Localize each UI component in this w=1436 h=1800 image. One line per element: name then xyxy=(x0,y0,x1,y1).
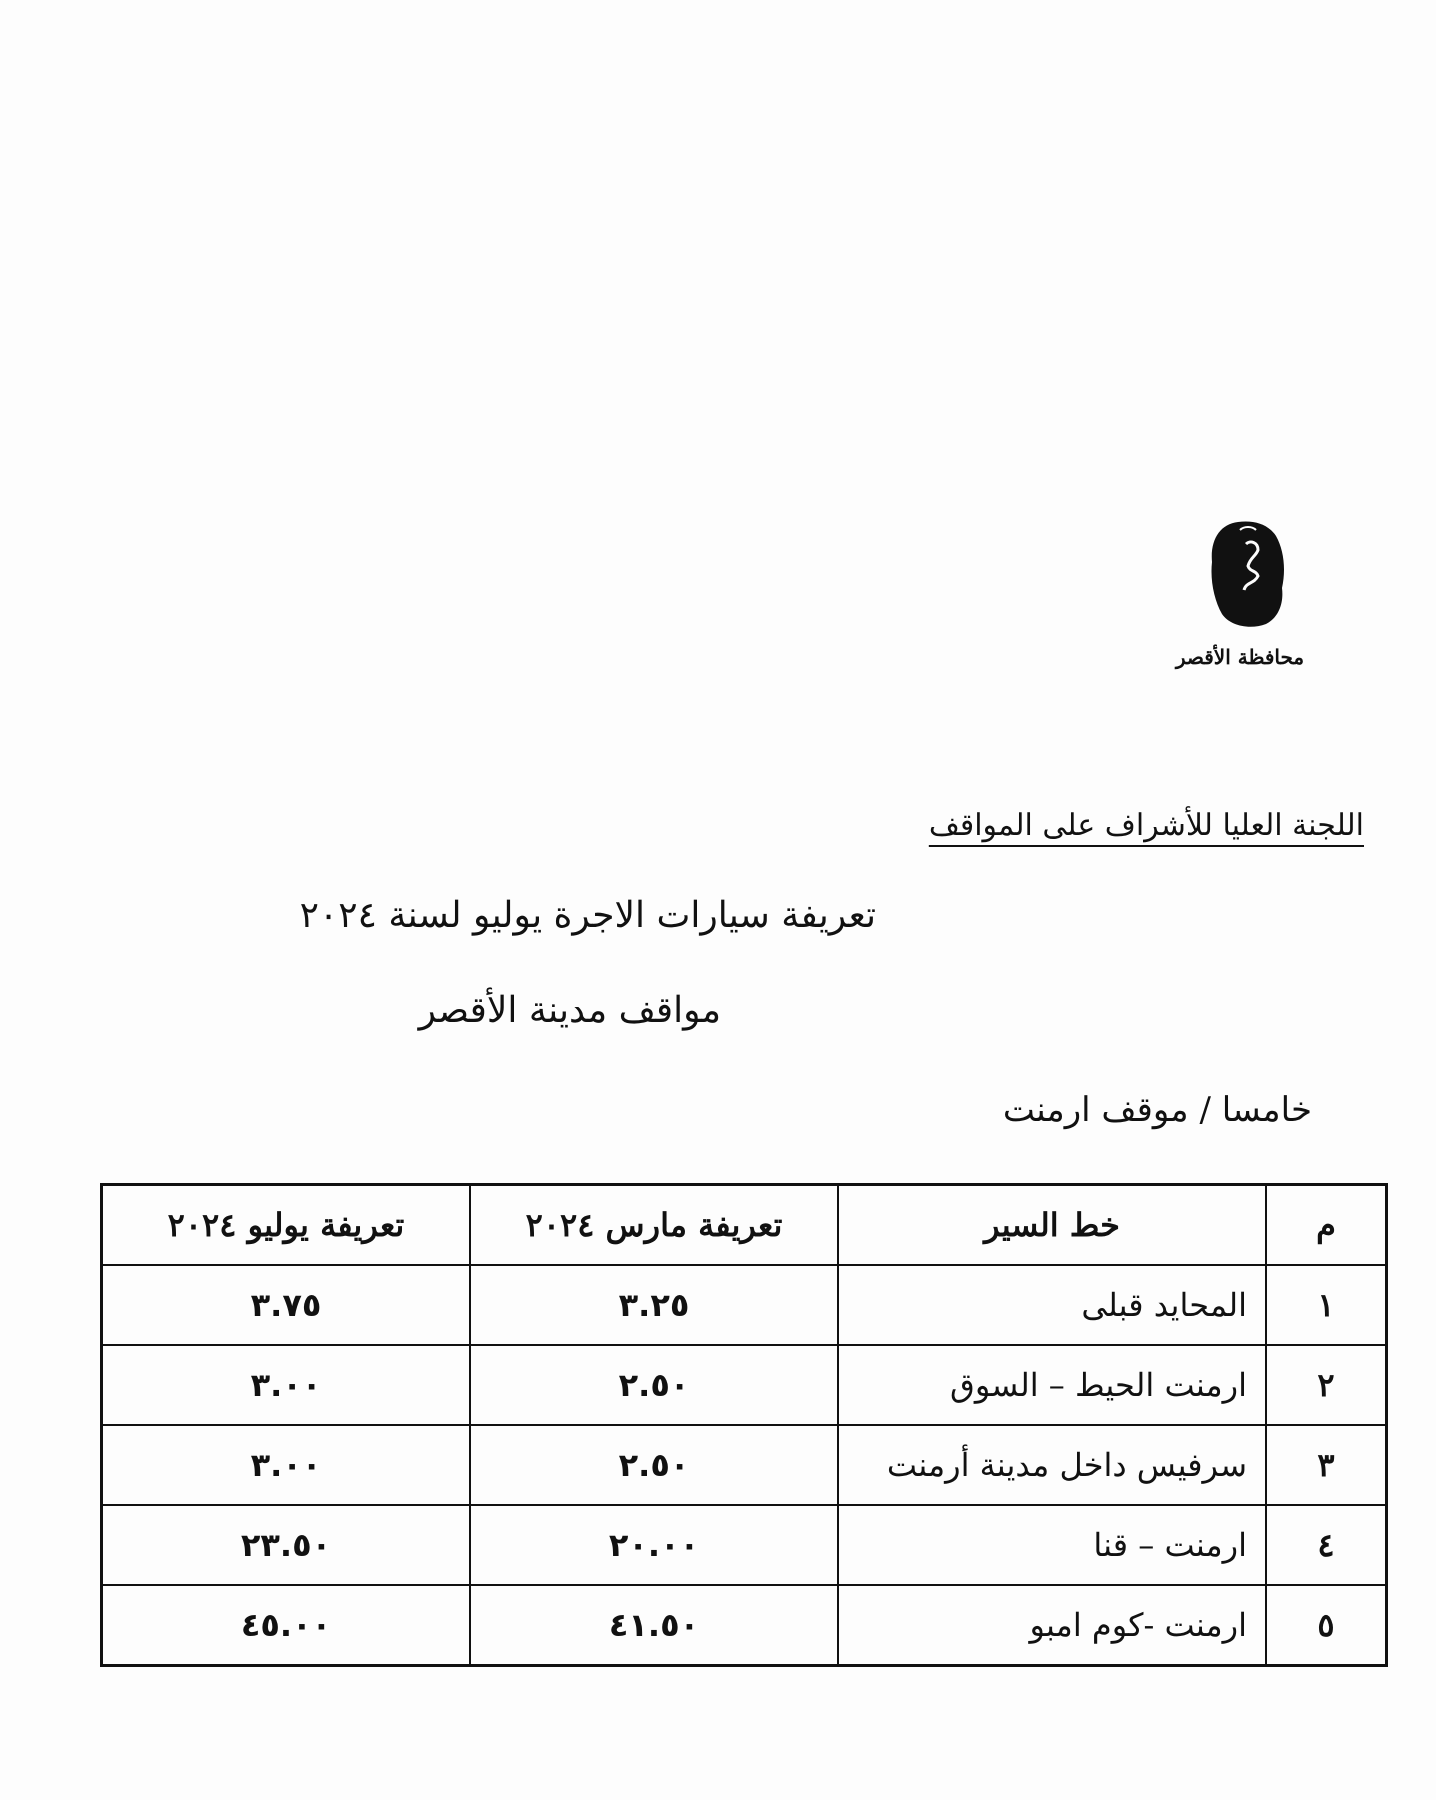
section-title: خامسا / موقف ارمنت xyxy=(1002,1090,1312,1130)
row-route: المحايد قبلى xyxy=(838,1265,1266,1345)
row-july-fare: ٣.٠٠ xyxy=(102,1345,471,1425)
row-march-fare: ٤١.٥٠ xyxy=(470,1585,838,1666)
table-row xyxy=(102,1265,1387,1345)
row-num: ٤ xyxy=(1266,1505,1387,1585)
page-title: تعريفة سيارات الاجرة يوليو لسنة ٢٠٢٤ xyxy=(299,895,876,936)
committee-heading: اللجنة العليا للأشراف على المواقف xyxy=(928,808,1364,843)
row-route: سرفيس داخل مدينة أرمنت xyxy=(838,1425,1266,1505)
row-march-fare: ٣.٢٥ xyxy=(470,1265,838,1345)
row-route: ارمنت -كوم امبو xyxy=(838,1585,1266,1666)
table-row xyxy=(102,1505,1387,1585)
header-num: م xyxy=(1266,1185,1387,1266)
emblem-caption: محافظة الأقصر xyxy=(1175,645,1305,669)
page-subtitle: مواقف مدينة الأقصر xyxy=(418,990,721,1031)
row-route: ارمنت الحيط – السوق xyxy=(838,1345,1266,1425)
row-num: ٢ xyxy=(1266,1345,1387,1425)
row-march-fare: ٢٠.٠٠ xyxy=(470,1505,838,1585)
table-row xyxy=(102,1425,1387,1505)
row-march-fare: ٢.٥٠ xyxy=(470,1425,838,1505)
header-july-fare: تعريفة يوليو ٢٠٢٤ xyxy=(102,1185,471,1266)
header-route: خط السير xyxy=(838,1185,1266,1266)
table-row xyxy=(102,1585,1387,1666)
row-july-fare: ٣.٧٥ xyxy=(102,1265,471,1345)
row-july-fare: ٣.٠٠ xyxy=(102,1425,471,1505)
header-march-fare: تعريفة مارس ٢٠٢٤ xyxy=(470,1185,838,1266)
table-row xyxy=(102,1345,1387,1425)
row-march-fare: ٢.٥٠ xyxy=(470,1345,838,1425)
row-num: ٥ xyxy=(1266,1585,1387,1666)
row-num: ١ xyxy=(1266,1265,1387,1345)
table-header-row xyxy=(102,1185,1387,1266)
fares-table xyxy=(100,1183,1388,1667)
row-route: ارمنت – قنا xyxy=(838,1505,1266,1585)
row-july-fare: ٤٥.٠٠ xyxy=(102,1585,471,1666)
row-july-fare: ٢٣.٥٠ xyxy=(102,1505,471,1585)
row-num: ٣ xyxy=(1266,1425,1387,1505)
